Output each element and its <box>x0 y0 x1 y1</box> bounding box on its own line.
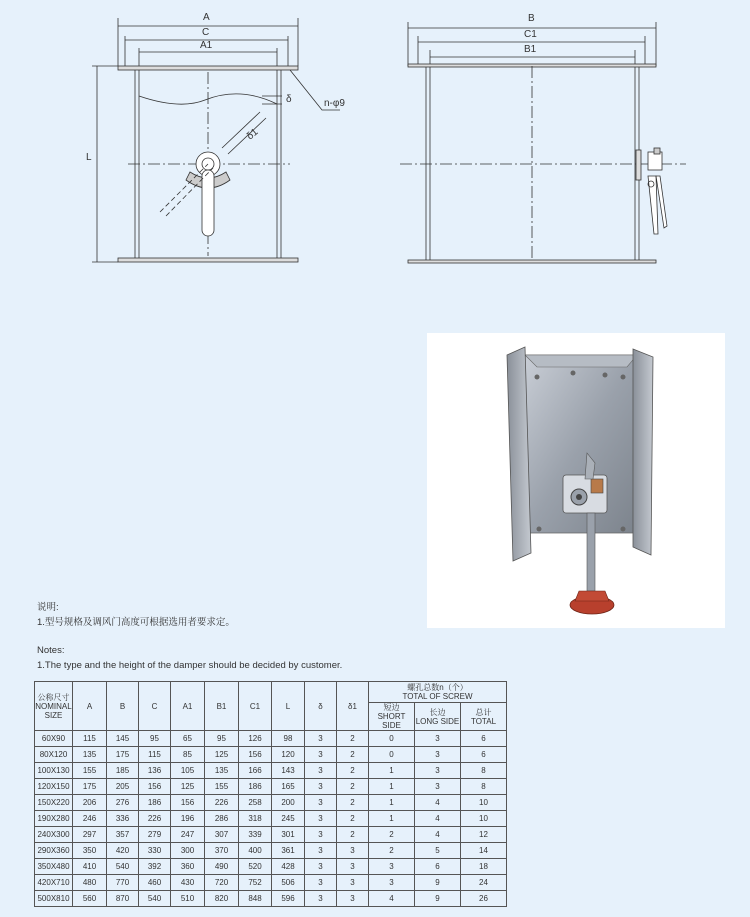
table-cell: 752 <box>239 875 272 891</box>
col-short-en: SHORT SIDE <box>377 712 406 730</box>
table-cell: 5 <box>415 843 461 859</box>
table-cell: 100X130 <box>35 763 73 779</box>
table-cell: 1 <box>369 763 415 779</box>
table-cell: 339 <box>239 827 272 843</box>
table-cell: 205 <box>107 779 139 795</box>
col-a1: A1 <box>171 682 205 731</box>
table-cell: 24 <box>461 875 507 891</box>
table-cell: 18 <box>461 859 507 875</box>
table-cell: 60X90 <box>35 731 73 747</box>
col-delta: δ <box>305 682 337 731</box>
table-cell: 770 <box>107 875 139 891</box>
col-a: A <box>73 682 107 731</box>
table-row <box>35 811 507 827</box>
col-nominal-cn: 公称尺寸 <box>37 692 70 702</box>
col-long-cn: 长边 <box>429 707 446 717</box>
table-row <box>35 843 507 859</box>
notes-cn-title: 说明: <box>37 602 59 613</box>
table-cell: 3 <box>305 891 337 907</box>
table-cell: 4 <box>415 811 461 827</box>
table-cell: 2 <box>337 731 369 747</box>
dim-label-c: C <box>202 27 210 38</box>
notes-english <box>37 643 342 673</box>
col-screw-group <box>369 682 507 703</box>
table-cell: 145 <box>107 731 139 747</box>
table-cell: 301 <box>272 827 305 843</box>
col-l: L <box>272 682 305 731</box>
table-cell: 3 <box>337 859 369 875</box>
dim-label-b1: B1 <box>524 44 537 55</box>
table-cell: 2 <box>369 843 415 859</box>
col-total-cn: 总计 <box>475 707 492 717</box>
dim-label-delta: δ <box>286 94 292 105</box>
table-cell: 540 <box>107 859 139 875</box>
table-cell: 196 <box>171 811 205 827</box>
table-cell: 3 <box>305 779 337 795</box>
table-cell: 720 <box>205 875 239 891</box>
table-row <box>35 731 507 747</box>
table-cell: 400 <box>239 843 272 859</box>
table-cell: 26 <box>461 891 507 907</box>
table-cell: 105 <box>171 763 205 779</box>
table-cell: 126 <box>239 731 272 747</box>
table-row <box>35 859 507 875</box>
table-cell: 14 <box>461 843 507 859</box>
table-cell: 3 <box>415 731 461 747</box>
table-cell: 3 <box>337 843 369 859</box>
table-cell: 175 <box>107 747 139 763</box>
table-cell: 200 <box>272 795 305 811</box>
table-cell: 247 <box>171 827 205 843</box>
table-cell: 240X300 <box>35 827 73 843</box>
table-cell: 350 <box>73 843 107 859</box>
table-cell: 226 <box>139 811 171 827</box>
table-cell: 430 <box>171 875 205 891</box>
table-cell: 307 <box>205 827 239 843</box>
table-cell: 120X150 <box>35 779 73 795</box>
spec-table <box>34 681 507 907</box>
col-long-en: LONG SIDE <box>415 716 460 726</box>
table-cell: 115 <box>139 747 171 763</box>
table-cell: 336 <box>107 811 139 827</box>
table-cell: 156 <box>239 747 272 763</box>
table-cell: 2 <box>337 763 369 779</box>
table-cell: 350X480 <box>35 859 73 875</box>
dim-label-c1: C1 <box>524 29 537 40</box>
table-cell: 10 <box>461 811 507 827</box>
table-cell: 3 <box>305 811 337 827</box>
table-cell: 297 <box>73 827 107 843</box>
table-cell: 3 <box>305 843 337 859</box>
table-cell: 2 <box>337 779 369 795</box>
table-cell: 8 <box>461 763 507 779</box>
table-cell: 3 <box>415 747 461 763</box>
table-cell: 3 <box>305 747 337 763</box>
col-c1: C1 <box>239 682 272 731</box>
table-cell: 3 <box>415 763 461 779</box>
table-cell: 357 <box>107 827 139 843</box>
table-cell: 490 <box>205 859 239 875</box>
table-cell: 115 <box>73 731 107 747</box>
col-total-en: TOTAL <box>470 716 497 726</box>
table-cell: 420 <box>107 843 139 859</box>
table-cell: 300 <box>171 843 205 859</box>
table-cell: 206 <box>73 795 107 811</box>
table-cell: 318 <box>239 811 272 827</box>
col-nominal-en: NOMINAL SIZE <box>35 701 72 720</box>
table-cell: 143 <box>272 763 305 779</box>
notes-chinese <box>37 600 235 630</box>
table-cell: 520 <box>239 859 272 875</box>
dim-label-b: B <box>528 13 535 24</box>
table-cell: 156 <box>139 779 171 795</box>
table-cell: 12 <box>461 827 507 843</box>
table-row <box>35 891 507 907</box>
notes-en-line: 1.The type and the height of the damper should be decided by customer. <box>37 660 343 671</box>
table-row <box>35 747 507 763</box>
technical-drawing <box>0 0 750 330</box>
table-cell: 245 <box>272 811 305 827</box>
table-cell: 410 <box>73 859 107 875</box>
table-cell: 286 <box>205 811 239 827</box>
table-cell: 155 <box>73 763 107 779</box>
table-cell: 2 <box>369 827 415 843</box>
damper-photo-illustration <box>427 333 725 628</box>
table-row <box>35 779 507 795</box>
col-short-side <box>369 703 415 731</box>
dim-label-holes: n-φ9 <box>324 98 345 109</box>
table-cell: 1 <box>369 811 415 827</box>
table-cell: 258 <box>239 795 272 811</box>
table-cell: 246 <box>73 811 107 827</box>
col-short-cn: 短边 <box>383 703 400 712</box>
col-b: B <box>107 682 139 731</box>
table-cell: 135 <box>205 763 239 779</box>
table-cell: 3 <box>369 859 415 875</box>
table-cell: 3 <box>305 763 337 779</box>
table-cell: 420X710 <box>35 875 73 891</box>
table-cell: 95 <box>139 731 171 747</box>
table-cell: 186 <box>139 795 171 811</box>
table-cell: 186 <box>239 779 272 795</box>
table-cell: 3 <box>337 875 369 891</box>
table-cell: 510 <box>171 891 205 907</box>
table-cell: 392 <box>139 859 171 875</box>
table-cell: 9 <box>415 875 461 891</box>
table-cell: 120 <box>272 747 305 763</box>
table-cell: 3 <box>369 875 415 891</box>
col-screw-cn: 螺孔总数n（个） <box>407 683 468 692</box>
table-cell: 3 <box>415 779 461 795</box>
table-cell: 0 <box>369 747 415 763</box>
col-long-side <box>415 703 461 731</box>
table-cell: 460 <box>139 875 171 891</box>
table-cell: 165 <box>272 779 305 795</box>
col-c: C <box>139 682 171 731</box>
table-cell: 166 <box>239 763 272 779</box>
table-cell: 506 <box>272 875 305 891</box>
table-cell: 65 <box>171 731 205 747</box>
table-cell: 3 <box>305 827 337 843</box>
col-delta1: δ1 <box>337 682 369 731</box>
col-nominal <box>35 682 73 731</box>
product-photo <box>427 333 725 628</box>
table-cell: 6 <box>461 731 507 747</box>
table-cell: 360 <box>171 859 205 875</box>
table-cell: 80X120 <box>35 747 73 763</box>
table-cell: 330 <box>139 843 171 859</box>
table-cell: 848 <box>239 891 272 907</box>
table-cell: 10 <box>461 795 507 811</box>
col-screw-en: TOTAL OF SCREW <box>402 692 473 701</box>
table-cell: 8 <box>461 779 507 795</box>
table-cell: 155 <box>205 779 239 795</box>
table-cell: 98 <box>272 731 305 747</box>
table-row <box>35 875 507 891</box>
table-cell: 226 <box>205 795 239 811</box>
dim-label-delta1: δ1 <box>244 126 261 143</box>
table-cell: 190X280 <box>35 811 73 827</box>
table-cell: 1 <box>369 795 415 811</box>
table-cell: 279 <box>139 827 171 843</box>
spec-table-body <box>35 731 507 907</box>
table-cell: 185 <box>107 763 139 779</box>
table-cell: 175 <box>73 779 107 795</box>
table-row <box>35 827 507 843</box>
table-cell: 2 <box>337 795 369 811</box>
table-cell: 2 <box>337 747 369 763</box>
table-cell: 361 <box>272 843 305 859</box>
table-row <box>35 763 507 779</box>
dim-label-a1: A1 <box>200 40 213 51</box>
table-cell: 3 <box>305 859 337 875</box>
table-cell: 4 <box>415 795 461 811</box>
table-cell: 2 <box>337 811 369 827</box>
dim-label-l: L <box>86 152 92 163</box>
table-cell: 3 <box>305 875 337 891</box>
table-cell: 596 <box>272 891 305 907</box>
table-cell: 500X810 <box>35 891 73 907</box>
table-cell: 125 <box>171 779 205 795</box>
table-cell: 135 <box>73 747 107 763</box>
table-cell: 6 <box>415 859 461 875</box>
dim-label-a: A <box>203 12 210 23</box>
table-cell: 136 <box>139 763 171 779</box>
table-cell: 125 <box>205 747 239 763</box>
table-cell: 3 <box>305 795 337 811</box>
table-cell: 0 <box>369 731 415 747</box>
table-cell: 428 <box>272 859 305 875</box>
table-cell: 540 <box>139 891 171 907</box>
table-cell: 276 <box>107 795 139 811</box>
table-cell: 6 <box>461 747 507 763</box>
notes-cn-line: 1.型号规格及调风门高度可根据选用者要求定。 <box>37 617 235 628</box>
col-total <box>461 703 507 731</box>
table-cell: 85 <box>171 747 205 763</box>
table-cell: 9 <box>415 891 461 907</box>
table-cell: 150X220 <box>35 795 73 811</box>
table-cell: 1 <box>369 779 415 795</box>
table-cell: 370 <box>205 843 239 859</box>
table-cell: 156 <box>171 795 205 811</box>
notes-en-title: Notes: <box>37 645 65 656</box>
table-cell: 95 <box>205 731 239 747</box>
table-cell: 3 <box>337 891 369 907</box>
table-cell: 4 <box>415 827 461 843</box>
table-cell: 4 <box>369 891 415 907</box>
table-cell: 290X360 <box>35 843 73 859</box>
table-cell: 870 <box>107 891 139 907</box>
table-cell: 480 <box>73 875 107 891</box>
table-row <box>35 795 507 811</box>
table-cell: 560 <box>73 891 107 907</box>
table-cell: 820 <box>205 891 239 907</box>
table-cell: 2 <box>337 827 369 843</box>
table-cell: 3 <box>305 731 337 747</box>
col-b1: B1 <box>205 682 239 731</box>
